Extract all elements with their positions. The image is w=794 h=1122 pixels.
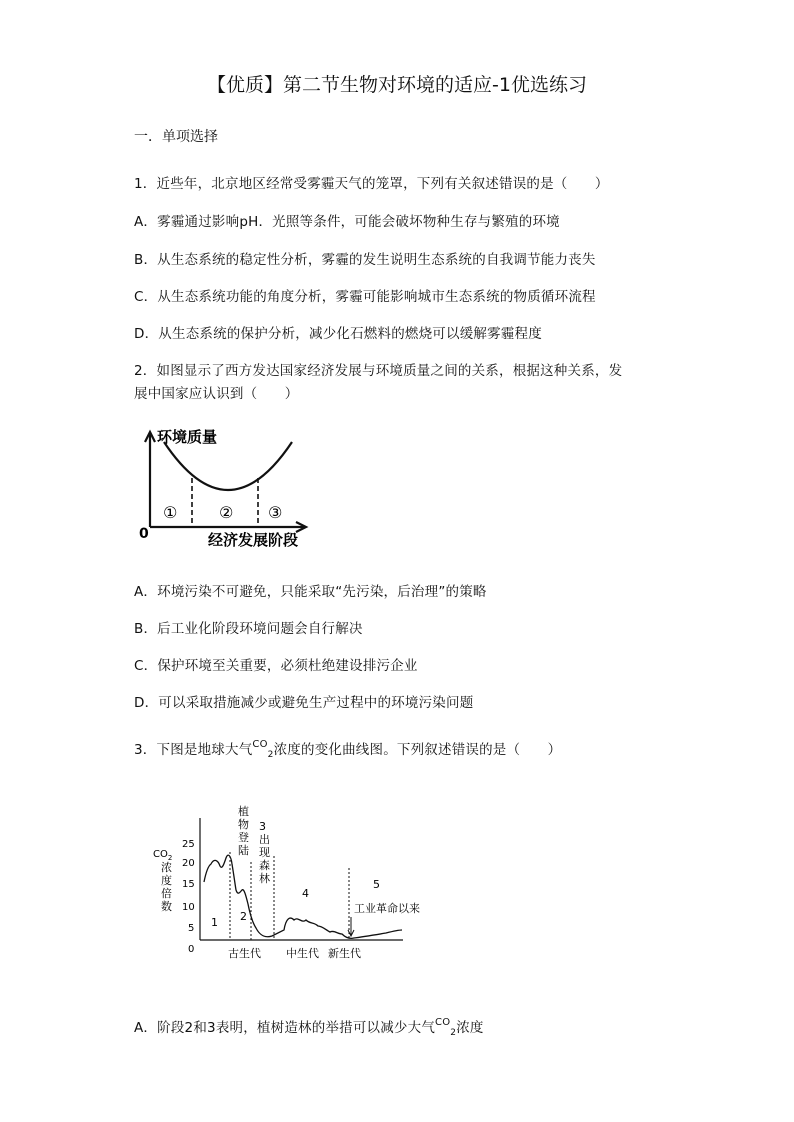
annot-forest-char-2: 现 (259, 846, 270, 859)
y-tick-15: 15 (182, 879, 195, 890)
question-1-stem: 1．近些年，北京地区经常受雾霾天气的笼罩，下列有关叙述错误的是（ ） (134, 176, 609, 192)
era-mesozoic: 中生代 (286, 947, 319, 960)
question-3-option-a-after: 浓度 (456, 1020, 484, 1036)
stage-5-number: 5 (373, 878, 380, 891)
y-tick-5: 5 (188, 923, 195, 934)
question-1-option-a: A．雾霾通过影响pH．光照等条件，可能会破坏物种生存与繁殖的环境 (134, 214, 560, 230)
environment-quality-figure (136, 420, 326, 555)
co2-axis-label-char-3: 倍 (161, 887, 172, 900)
co2-axis-label-char-4: 数 (161, 900, 172, 913)
question-3-co2-symbol: CO (252, 739, 268, 750)
section-heading: 一．单项选择 (134, 129, 218, 145)
question-2-option-b: B．后工业化阶段环境问题会自行解决 (134, 621, 363, 637)
question-1-option-b: B．从生态系统的稳定性分析，雾霾的发生说明生态系统的自我调节能力丧失 (134, 252, 596, 268)
stage-4-number: 4 (302, 887, 309, 900)
question-2-stem-line1: 2．如图显示了西方发达国家经济发展与环境质量之间的关系，根据这种关系，发 (134, 363, 623, 379)
question-3-stem-after: 浓度的变化曲线图。下列叙述错误的是（ ） (273, 742, 562, 758)
stage-1-label: ① (163, 503, 178, 522)
y-tick-20: 20 (182, 858, 195, 869)
question-3-stem (134, 738, 561, 758)
era-paleozoic: 古生代 (228, 947, 261, 960)
annot-plants-char-1: 植 (238, 805, 249, 818)
question-1-option-c: C．从生态系统功能的角度分析，雾霾可能影响城市生态系统的物质循环流程 (134, 289, 596, 305)
question-2-option-c: C．保护环境至关重要，必须杜绝建设排污企业 (134, 658, 418, 674)
co2-concentration-figure (148, 800, 420, 965)
question-2-option-d: D．可以采取措施减少或避免生产过程中的环境污染问题 (134, 695, 474, 711)
question-2-stem-line2: 展中国家应认识到（ ） (134, 386, 299, 402)
option-a-co2-symbol: CO (435, 1017, 451, 1028)
co2-axis-label: $CO_2$ (153, 849, 173, 862)
page-title: 【优质】第二节生物对环境的适应-1优选练习 (207, 74, 587, 96)
y-axis-label: 环境质量 (157, 428, 218, 446)
annot-forest-char-4: 林 (259, 872, 270, 885)
stage-3-label: ③ (268, 503, 283, 522)
question-3-option-a-before: A．阶段2和3表明，植树造林的举措可以减少大气 (134, 1020, 436, 1036)
option-a-co2-subscript: 2 (450, 1028, 457, 1038)
stage-2-label: ② (219, 503, 234, 522)
x-axis-label: 经济发展阶段 (208, 531, 299, 549)
stage-1-number: 1 (211, 916, 218, 929)
question-3-co2-subscript: 2 (267, 750, 274, 760)
annot-plants-char-2: 物 (238, 818, 249, 831)
question-2-option-a: A．环境污染不可避免，只能采取“先污染，后治理”的策略 (134, 584, 487, 600)
y-tick-10: 10 (182, 902, 195, 913)
stage-2-number: 2 (240, 910, 247, 923)
co2-axis-label-char-1: 浓 (161, 861, 172, 874)
annot-plants-char-4: 陆 (238, 844, 249, 857)
era-cenozoic: 新生代 (328, 947, 361, 960)
origin-label: 0 (139, 526, 149, 542)
y-tick-25: 25 (182, 839, 195, 850)
question-3-option-a (134, 1016, 484, 1036)
annot-plants-char-3: 登 (238, 831, 249, 844)
y-tick-0: 0 (188, 944, 195, 955)
quality-curve (164, 442, 292, 490)
stage-3-number: 3 (259, 820, 266, 833)
question-3-stem-before: 3．下图是地球大气 (134, 742, 253, 758)
co2-axis-label-char-2: 度 (161, 874, 172, 887)
question-1-option-d: D．从生态系统的保护分析，减少化石燃料的燃烧可以缓解雾霾程度 (134, 326, 542, 342)
annot-forest-char-1: 出 (259, 833, 270, 846)
annot-industrial: 工业革命以来 (354, 902, 420, 915)
annot-forest-char-3: 森 (259, 859, 270, 872)
